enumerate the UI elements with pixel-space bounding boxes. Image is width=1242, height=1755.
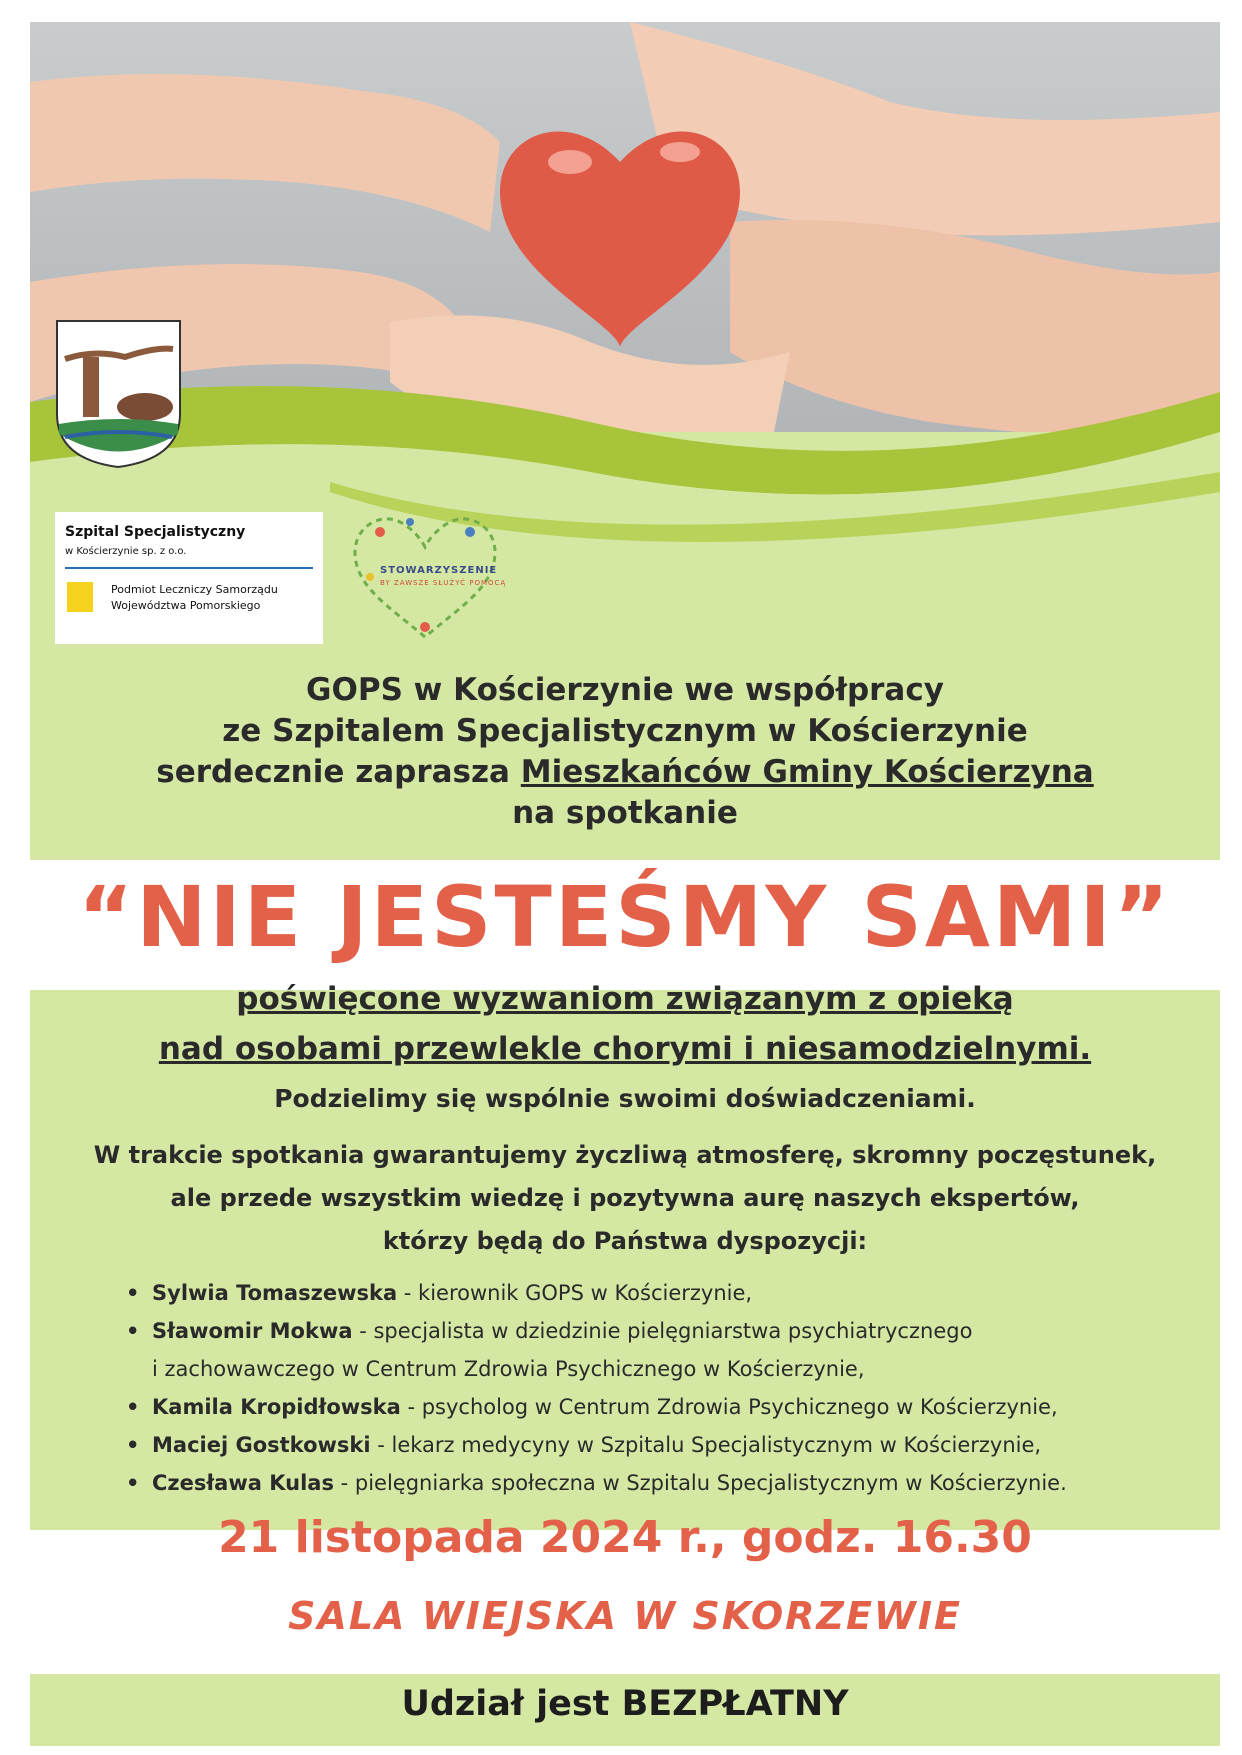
expert-role: - specjalista w dziedzinie pielęgniarstwa psychiatrycznego [352, 1319, 973, 1343]
association-logo [350, 507, 550, 677]
intro-text [30, 670, 1220, 834]
intro-line3 [30, 752, 1220, 793]
association-name: STOWARZYSZENIE [380, 565, 498, 576]
hospital-location: w Kościerzynie sp. z o.o. [65, 546, 187, 557]
expert-name: Maciej Gostkowski [152, 1433, 371, 1457]
event-subtitle [30, 974, 1220, 1074]
atmosphere-text [30, 1134, 1220, 1263]
expert-role-continued: i zachowawczego w Centrum Zdrowia Psychicznego w Kościerzynie, [152, 1357, 865, 1381]
hospital-logo [55, 512, 323, 644]
list-item [126, 1426, 1206, 1464]
share-text: Podzielimy się wspólnie swoimi doświadczeniami. [274, 1084, 976, 1113]
expert-name: Sylwia Tomaszewska [152, 1281, 398, 1305]
intro-line2: ze Szpitalem Specjalistycznym w Kościerzynie [222, 713, 1028, 749]
free-entry-text: Udział jest BEZPŁATNY [401, 1684, 849, 1724]
expert-role: - kierownik GOPS w Kościerzynie, [397, 1281, 753, 1305]
association-motto: BY ZAWSZE SŁUŻYĆ POMOCĄ [380, 579, 507, 587]
expert-name: Sławomir Mokwa [152, 1319, 353, 1343]
hospital-subtitle [111, 582, 311, 614]
hospital-subtitle-line2: Województwa Pomorskiego [111, 599, 261, 612]
list-item [126, 1464, 1206, 1502]
pomorskie-flag-icon [67, 582, 93, 612]
atmosphere-line3: którzy będą do Państwa dyspozycji: [382, 1227, 868, 1255]
intro-line1: GOPS w Kościerzynie we współpracy [306, 672, 944, 708]
expert-role: - lekarz medycyny w Szpitalu Specjalistycznym w Kościerzynie, [370, 1433, 1042, 1457]
floral-heart-icon [350, 507, 500, 647]
atmosphere-line1: W trakcie spotkania gwarantujemy życzliwą atmosferę, skromny poczęstunek, [93, 1141, 1157, 1169]
expert-name: Kamila Kropidłowska [152, 1395, 401, 1419]
expert-role: - pielęgniarka społeczna w Szpitalu Specjalistycznym w Kościerzynie. [333, 1471, 1067, 1495]
list-item [126, 1312, 1206, 1388]
hospital-subtitle-line1: Podmiot Leczniczy Samorządu [111, 583, 278, 596]
intro-line3-underlined: Mieszkańców Gminy Kościerzyna [520, 754, 1094, 790]
event-place: SALA WIEJSKA W SKORZEWIE [288, 1594, 962, 1638]
expert-name: Czesława Kulas [152, 1471, 334, 1495]
municipality-crest [55, 319, 182, 469]
list-item [126, 1388, 1206, 1426]
event-title: “NIE JESTEŚMY SAMI” [78, 868, 1172, 966]
expert-role: - psycholog w Centrum Zdrowia Psychicznego w Kościerzynie, [400, 1395, 1058, 1419]
experts-list [126, 1274, 1206, 1502]
divider [65, 567, 313, 569]
subtitle-line2: nad osobami przewlekle chorymi i niesamodzielnymi. [158, 1031, 1092, 1067]
intro-line4: na spotkanie [512, 795, 738, 831]
hospital-name: Szpital Specjalistyczny [65, 524, 246, 540]
event-date: 21 listopada 2024 r., godz. 16.30 [218, 1512, 1032, 1563]
atmosphere-line2: ale przede wszystkim wiedzę i pozytywna aurę naszych ekspertów, [170, 1184, 1080, 1212]
subtitle-line1: poświęcone wyzwaniom związanym z opieką [236, 981, 1014, 1017]
intro-line3-prefix: serdecznie zaprasza [156, 754, 521, 790]
list-item [126, 1274, 1206, 1312]
poster [30, 22, 1220, 1734]
